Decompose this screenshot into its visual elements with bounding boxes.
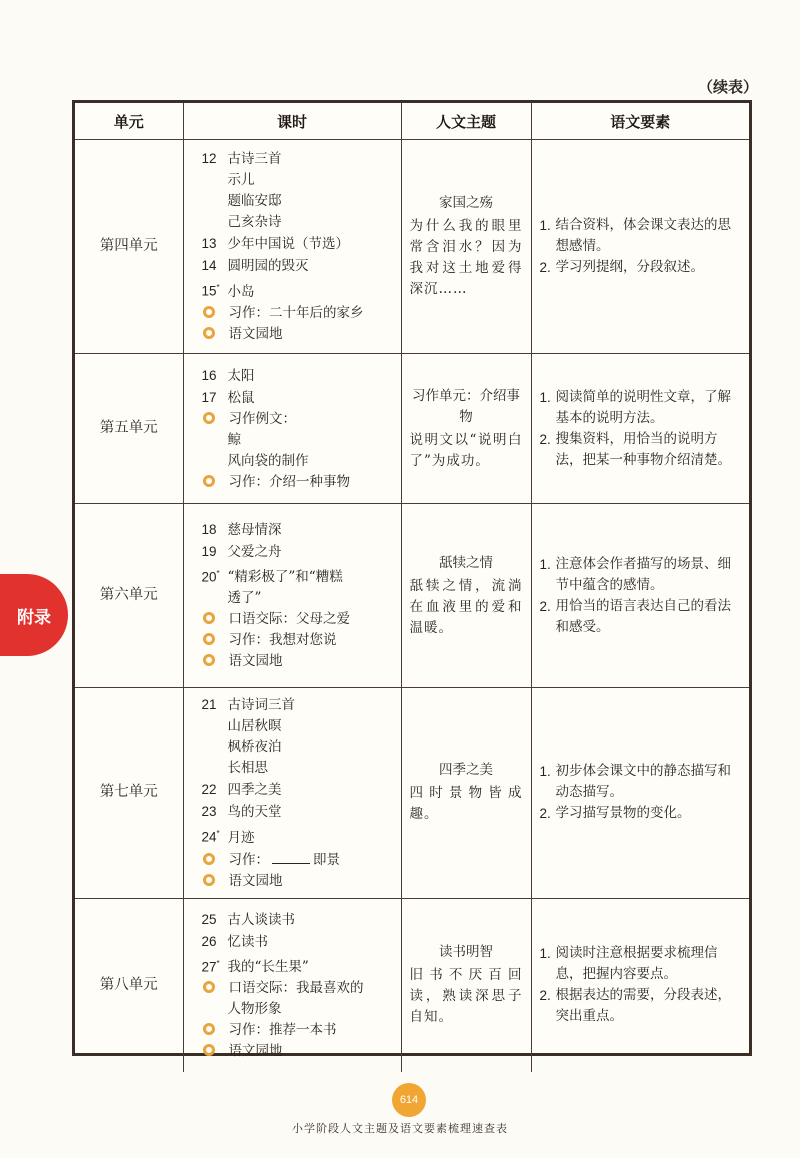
element-item bbox=[540, 985, 744, 1027]
lesson-item bbox=[202, 909, 395, 931]
activity-title-suffix: 即景 bbox=[313, 851, 340, 868]
lesson-item bbox=[202, 953, 395, 979]
header-theme: 人文主题 bbox=[401, 103, 531, 140]
unit-name: 第七单元 bbox=[75, 688, 183, 899]
lesson-title: 松鼠 bbox=[227, 389, 255, 406]
element-item bbox=[540, 387, 744, 429]
lesson-item bbox=[202, 233, 395, 255]
lesson-item bbox=[202, 365, 395, 387]
circle-marker-icon bbox=[203, 475, 215, 487]
lesson-item bbox=[202, 563, 395, 589]
elements-cell bbox=[531, 688, 749, 899]
sub-lesson bbox=[202, 451, 395, 472]
lesson-title: 父爱之舟 bbox=[227, 543, 282, 560]
lesson-number-text: 25 bbox=[201, 911, 217, 927]
optional-star: * bbox=[216, 958, 220, 968]
sub-lesson-title: 枫桥夜泊 bbox=[227, 739, 282, 755]
lesson-list bbox=[183, 140, 401, 354]
lesson-title: 古诗三首 bbox=[227, 151, 282, 168]
table-row bbox=[75, 504, 749, 688]
lesson-number-text: 22 bbox=[201, 782, 217, 797]
element-text: 初步体会课文中的静态描写和动态描写。 bbox=[555, 763, 731, 801]
activity-item bbox=[202, 303, 395, 324]
activity-item bbox=[202, 324, 395, 345]
element-number: 1. bbox=[539, 946, 551, 962]
lesson-number-text: 12 bbox=[201, 151, 217, 167]
circle-marker-icon bbox=[203, 327, 215, 339]
lesson-item bbox=[202, 519, 395, 541]
circle-marker-icon bbox=[203, 306, 215, 318]
element-text: 学习描写景物的变化。 bbox=[555, 805, 691, 822]
activity-title: 习作：我想对您说 bbox=[228, 632, 337, 649]
lesson-title: 忆读书 bbox=[227, 933, 268, 950]
lesson-number bbox=[202, 931, 228, 952]
lesson-item bbox=[202, 255, 395, 277]
lesson-number-text: 17 bbox=[201, 389, 217, 405]
continued-label: （续表） bbox=[697, 78, 758, 96]
activity-title: 口语交际：父母之爱 bbox=[228, 611, 350, 628]
sub-lesson-title: 题临安邸 bbox=[227, 193, 282, 210]
table-row bbox=[75, 688, 749, 899]
page-number: 614 bbox=[392, 1083, 426, 1117]
lesson-item bbox=[202, 931, 395, 953]
sub-lesson bbox=[202, 758, 395, 779]
lesson-item bbox=[202, 694, 395, 716]
lesson-number bbox=[202, 909, 228, 930]
lesson-title: 小岛 bbox=[227, 283, 255, 300]
activity-title: 习作：介绍一种事物 bbox=[228, 473, 350, 490]
lesson-number-text: 16 bbox=[201, 367, 217, 383]
lesson-number bbox=[202, 563, 228, 588]
lesson-number bbox=[202, 801, 228, 822]
elements-cell bbox=[531, 504, 749, 688]
lesson-item bbox=[202, 148, 395, 170]
header-lessons: 课时 bbox=[183, 103, 401, 140]
lesson-number bbox=[202, 541, 228, 562]
element-item bbox=[540, 257, 744, 278]
element-item bbox=[540, 943, 744, 985]
element-text: 学习列提纲，分段叙述。 bbox=[555, 259, 704, 275]
table-row bbox=[75, 140, 749, 354]
lesson-number-text: 21 bbox=[201, 697, 217, 712]
lesson-number bbox=[202, 233, 228, 254]
elements-cell bbox=[531, 354, 749, 504]
lesson-item bbox=[202, 541, 395, 563]
sub-lesson-title: 山居秋暝 bbox=[227, 718, 282, 734]
circle-marker-icon bbox=[203, 412, 215, 424]
footer-title: 小学阶段人文主题及语文要素梳理速查表 bbox=[292, 1122, 508, 1135]
lesson-number-text: 23 bbox=[201, 804, 217, 819]
lesson-title: 四季之美 bbox=[227, 782, 282, 798]
elements-cell bbox=[531, 140, 749, 354]
lesson-continuation bbox=[202, 999, 395, 1020]
lesson-number bbox=[202, 148, 228, 169]
element-item bbox=[540, 596, 744, 638]
lesson-title: 少年中国说（节选） bbox=[227, 236, 349, 253]
optional-star: * bbox=[216, 568, 220, 578]
lesson-number bbox=[202, 823, 228, 848]
circle-marker-icon bbox=[203, 874, 215, 886]
header-unit: 单元 bbox=[75, 103, 183, 140]
lesson-item bbox=[202, 779, 395, 801]
element-text: 用恰当的语言表达自己的看法和感受。 bbox=[555, 597, 731, 635]
activity-title: 习作：二十年后的家乡 bbox=[228, 304, 364, 321]
sub-lesson-title: 长相思 bbox=[227, 760, 268, 776]
activity-item bbox=[202, 871, 395, 892]
lesson-number bbox=[202, 694, 228, 715]
lesson-number-text: 18 bbox=[201, 521, 217, 537]
activity-title: 语文园地 bbox=[228, 325, 283, 342]
lesson-number bbox=[202, 779, 228, 800]
lesson-number bbox=[202, 519, 228, 540]
sub-lesson bbox=[202, 716, 395, 737]
lesson-number-text: 13 bbox=[201, 236, 217, 252]
lesson-item bbox=[202, 277, 395, 303]
lesson-item bbox=[202, 387, 395, 409]
theme-cell bbox=[401, 898, 531, 1072]
element-text: 结合资料，体会课文表达的思想感情。 bbox=[555, 217, 731, 254]
sub-lesson-title: 鲸 bbox=[227, 431, 241, 448]
elements-cell bbox=[531, 898, 749, 1072]
element-number: 1. bbox=[539, 389, 551, 405]
activity-title: 口语交际：我最喜欢的 bbox=[228, 980, 364, 996]
table-row bbox=[75, 354, 749, 504]
element-item bbox=[540, 429, 744, 471]
lesson-title: 鸟的天堂 bbox=[227, 804, 282, 820]
element-text: 阅读简单的说明性文章，了解基本的说明方法。 bbox=[555, 388, 731, 426]
activity-item bbox=[202, 472, 395, 493]
theme-title: 习作单元：介绍事物 bbox=[412, 387, 520, 425]
element-number: 1. bbox=[539, 218, 551, 233]
element-number: 1. bbox=[539, 764, 551, 780]
lesson-number-text: 26 bbox=[201, 933, 217, 949]
sub-lesson bbox=[202, 191, 395, 212]
sub-lesson bbox=[202, 737, 395, 758]
curriculum-table bbox=[72, 100, 752, 1059]
activity-item bbox=[202, 1020, 395, 1041]
appendix-side-tab: 附录 bbox=[0, 574, 68, 656]
lesson-number bbox=[202, 953, 228, 978]
theme-cell bbox=[401, 140, 531, 354]
activity-title: 习作： bbox=[228, 851, 269, 868]
circle-marker-icon bbox=[203, 981, 215, 993]
activity-item bbox=[202, 849, 395, 871]
table-header-row bbox=[75, 103, 749, 140]
header-elements: 语文要素 bbox=[531, 103, 749, 140]
unit-name: 第八单元 bbox=[75, 898, 183, 1072]
theme-cell bbox=[401, 688, 531, 899]
theme-title: 读书明智 bbox=[439, 944, 493, 961]
element-text: 注意体会作者描写的场景、细节中蕴含的感情。 bbox=[555, 555, 731, 593]
element-number: 1. bbox=[539, 556, 551, 572]
lesson-title: 我的“长生果” bbox=[227, 959, 309, 975]
element-number: 2. bbox=[539, 806, 551, 822]
sub-lesson-title: 风向袋的制作 bbox=[227, 452, 309, 469]
lesson-list bbox=[183, 504, 401, 688]
element-number: 2. bbox=[539, 598, 551, 614]
activity-item bbox=[202, 651, 395, 672]
circle-marker-icon bbox=[203, 633, 215, 645]
lesson-number-text: 14 bbox=[201, 258, 217, 274]
element-text: 根据表达的需要，分段表述，突出重点。 bbox=[555, 987, 731, 1025]
unit-name: 第六单元 bbox=[75, 504, 183, 688]
lesson-continuation-text: 透了” bbox=[227, 590, 262, 607]
lesson-continuation-text: 人物形象 bbox=[227, 1001, 282, 1017]
lesson-list bbox=[183, 354, 401, 504]
circle-marker-icon bbox=[203, 853, 215, 865]
lesson-number bbox=[202, 277, 228, 302]
lesson-title: 古诗词三首 bbox=[227, 697, 295, 713]
lesson-list bbox=[183, 688, 401, 899]
theme-cell bbox=[401, 504, 531, 688]
activity-item bbox=[202, 978, 395, 999]
element-number: 2. bbox=[539, 431, 551, 447]
activity-title: 习作例文： bbox=[228, 410, 296, 427]
theme-title: 四季之美 bbox=[439, 762, 493, 779]
lesson-item bbox=[202, 823, 395, 849]
lesson-continuation bbox=[202, 588, 395, 609]
sub-lesson bbox=[202, 430, 395, 451]
activity-title: 语文园地 bbox=[228, 872, 283, 889]
element-number: 2. bbox=[539, 988, 551, 1004]
lesson-number-text: 27 bbox=[201, 959, 217, 974]
sub-lesson-title: 己亥杂诗 bbox=[227, 214, 282, 231]
lesson-list bbox=[183, 898, 401, 1072]
element-text: 阅读时注意根据要求梳理信息，把握内容要点。 bbox=[555, 945, 718, 983]
activity-item bbox=[202, 630, 395, 651]
activity-item bbox=[202, 409, 395, 430]
lesson-number bbox=[202, 255, 228, 276]
unit-name: 第四单元 bbox=[75, 140, 183, 354]
sub-lesson-title: 示儿 bbox=[227, 172, 255, 189]
theme-cell bbox=[401, 354, 531, 504]
activity-title: 语文园地 bbox=[228, 653, 283, 670]
lesson-title: 慈母情深 bbox=[227, 521, 282, 538]
theme-body: 旧书不厌百回读，熟读深思子自知。 bbox=[409, 967, 523, 1026]
lesson-number bbox=[202, 365, 228, 386]
element-text: 搜集资料，用恰当的说明方法，把某一种事物介绍清楚。 bbox=[555, 430, 731, 468]
lesson-number-text: 19 bbox=[201, 543, 217, 559]
optional-star: * bbox=[216, 829, 220, 838]
theme-body: 说明文以“说明白了”为成功。 bbox=[409, 431, 523, 469]
lesson-title: 月迹 bbox=[227, 829, 255, 846]
theme-body: 为什么我的眼里常含泪水？因为我对这土地爱得深沉…… bbox=[409, 218, 523, 297]
sub-lesson bbox=[202, 170, 395, 191]
theme-title: 舐犊之情 bbox=[439, 554, 493, 571]
sub-lesson bbox=[202, 212, 395, 233]
element-item bbox=[540, 554, 744, 596]
optional-star: * bbox=[216, 283, 220, 293]
activity-item bbox=[202, 609, 395, 630]
lesson-number-text: 15 bbox=[201, 283, 217, 299]
circle-marker-icon bbox=[203, 654, 215, 666]
unit-name: 第五单元 bbox=[75, 354, 183, 504]
table-row bbox=[75, 898, 749, 1072]
lesson-item bbox=[202, 801, 395, 823]
fill-in-blank bbox=[272, 849, 310, 864]
theme-body: 舐犊之情，流淌在血液里的爱和温暖。 bbox=[409, 577, 523, 636]
element-number: 2. bbox=[539, 260, 551, 275]
theme-title: 家国之殇 bbox=[439, 195, 493, 211]
lesson-number-text: 20 bbox=[201, 569, 217, 585]
lesson-title: 圆明园的毁灭 bbox=[227, 258, 309, 275]
activity-title: 语文园地 bbox=[228, 1043, 283, 1059]
element-item bbox=[540, 803, 744, 824]
element-item bbox=[540, 215, 744, 257]
theme-body: 四时景物皆成趣。 bbox=[409, 785, 523, 823]
lesson-number bbox=[202, 387, 228, 408]
lesson-title: 古人谈读书 bbox=[227, 911, 295, 928]
activity-title: 习作：推荐一本书 bbox=[228, 1022, 337, 1038]
lesson-title: “精彩极了”和“糟糕 bbox=[227, 569, 343, 586]
lesson-number-text: 24 bbox=[201, 829, 217, 845]
circle-marker-icon bbox=[203, 1023, 215, 1035]
circle-marker-icon bbox=[203, 612, 215, 624]
circle-marker-icon bbox=[203, 1044, 215, 1056]
element-item bbox=[540, 761, 744, 803]
lesson-title: 太阳 bbox=[227, 367, 255, 384]
activity-item bbox=[202, 1041, 395, 1062]
